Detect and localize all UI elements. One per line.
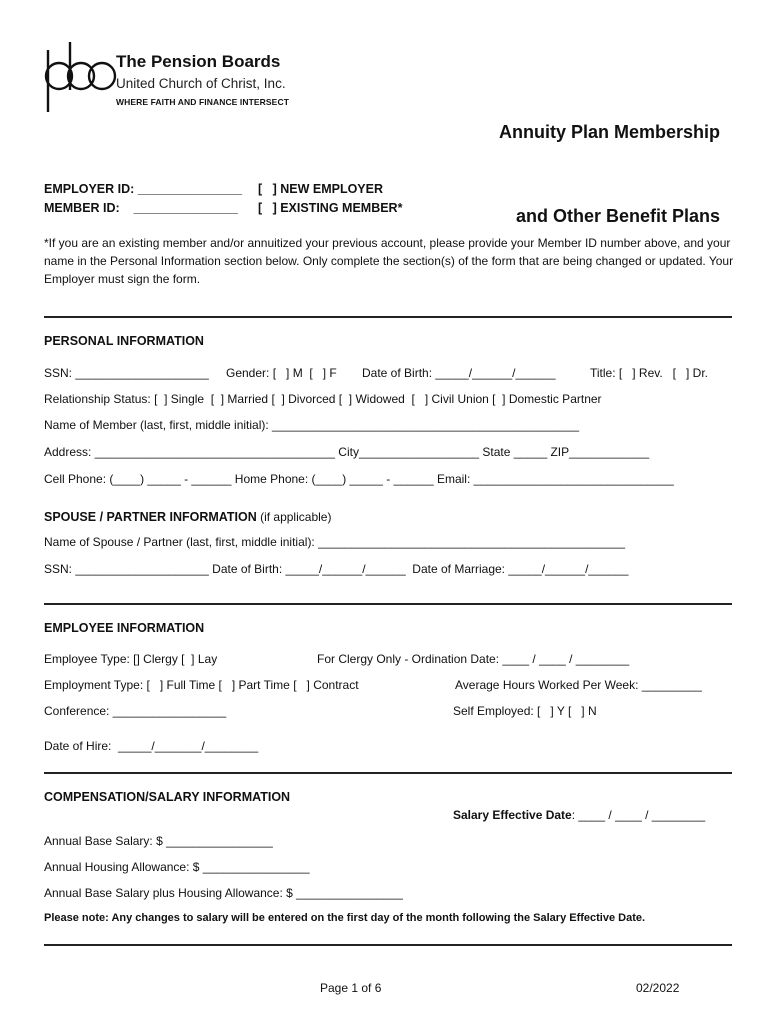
form-title-line1: Annuity Plan Membership — [498, 122, 720, 142]
revision-date: 02/2022 — [636, 981, 680, 995]
hire-date-field[interactable]: Date of Hire: _____/_______/________ — [44, 739, 259, 753]
self-employed-checkbox[interactable]: Self Employed: [ ] Y [ ] N — [453, 704, 597, 718]
relationship-status-checkbox[interactable]: Relationship Status: [ ] Single [ ] Married [ ] Divorced [ ] Widowed [ ] Civil Union [ ] Domestic Partner — [44, 392, 602, 406]
salary-effective-label: Salary Effective Date — [453, 808, 572, 822]
combined-salary-field[interactable]: Annual Base Salary plus Housing Allowance: $ ________________ — [44, 886, 403, 900]
section-divider — [44, 944, 732, 946]
ssn-field[interactable]: SSN: ____________________ — [44, 366, 209, 380]
base-salary-field[interactable]: Annual Base Salary: $ ________________ — [44, 834, 273, 848]
salary-effective-value: : ____ / ____ / ________ — [571, 808, 706, 822]
existing-member-checkbox[interactable]: [ ] EXISTING MEMBER* — [258, 201, 403, 215]
existing-member-note: *If you are an existing member and/or annuitized your previous account, please provide your Member ID number above, and your name in the Personal Information section below. Only complete the section(s) of the form that are being changed or updated. Your Employer must sign the form. — [44, 236, 734, 286]
hours-per-week-field[interactable]: Average Hours Worked Per Week: _________ — [455, 678, 702, 692]
phone-email-field[interactable]: Cell Phone: (____) _____ - ______ Home Phone: (____) _____ - ______ Email: ______________________________ — [44, 472, 674, 486]
title-checkbox[interactable]: Title: [ ] Rev. [ ] Dr. — [590, 366, 709, 380]
page-number: Page 1 of 6 — [320, 981, 382, 995]
compensation-heading: COMPENSATION/SALARY INFORMATION — [44, 790, 291, 804]
personal-info-heading: PERSONAL INFORMATION — [44, 334, 204, 348]
address-field[interactable]: Address: ____________________________________ City__________________ State _____ ZIP____________ — [44, 445, 650, 459]
form-title — [499, 62, 720, 258]
ordination-date-field[interactable]: For Clergy Only - Ordination Date: ____ / ____ / ________ — [317, 652, 630, 666]
employee-info-heading: EMPLOYEE INFORMATION — [44, 621, 205, 635]
employee-type-checkbox[interactable]: Employee Type: [] Clergy [ ] Lay — [44, 652, 218, 666]
section-divider — [44, 316, 732, 318]
spouse-details-field[interactable]: SSN: ____________________ Date of Birth: _____/______/______ Date of Marriage: _____/______/______ — [44, 562, 629, 576]
section-divider — [44, 603, 732, 605]
gender-checkbox[interactable]: Gender: [ ] M [ ] F — [226, 366, 337, 380]
spouse-name-field[interactable]: Name of Spouse / Partner (last, first, middle initial): ______________________________________________ — [44, 535, 626, 549]
member-name-field[interactable]: Name of Member (last, first, middle initial): ______________________________________________ — [44, 418, 580, 432]
housing-allowance-field[interactable]: Annual Housing Allowance: $ ________________ — [44, 860, 310, 874]
org-subtitle: United Church of Christ, Inc. — [116, 76, 286, 91]
spouse-heading-text: SPOUSE / PARTNER INFORMATION — [44, 510, 257, 524]
dob-field[interactable]: Date of Birth: _____/______/______ — [362, 366, 556, 380]
new-employer-checkbox[interactable]: [ ] NEW EMPLOYER — [258, 182, 383, 196]
spouse-info-heading — [44, 508, 331, 526]
section-divider — [44, 772, 732, 774]
employer-id-field[interactable]: EMPLOYER ID: _______________ — [44, 182, 243, 196]
org-tagline: WHERE FAITH AND FINANCE INTERSECT — [116, 97, 289, 107]
employment-type-checkbox[interactable]: Employment Type: [ ] Full Time [ ] Part Time [ ] Contract — [44, 678, 359, 692]
salary-effective-date-field[interactable] — [453, 808, 705, 822]
conference-field[interactable]: Conference: _________________ — [44, 704, 227, 718]
member-id-field[interactable]: MEMBER ID: _______________ — [44, 201, 238, 215]
salary-note: Please note: Any changes to salary will be entered on the first day of the month following the Salary Effective Date. — [44, 912, 646, 924]
pbo-monogram-icon — [46, 42, 115, 112]
form-title-line2: and Other Benefit Plans — [515, 206, 720, 226]
spouse-heading-note: (if applicable) — [256, 510, 332, 524]
org-name: The Pension Boards — [116, 52, 281, 71]
